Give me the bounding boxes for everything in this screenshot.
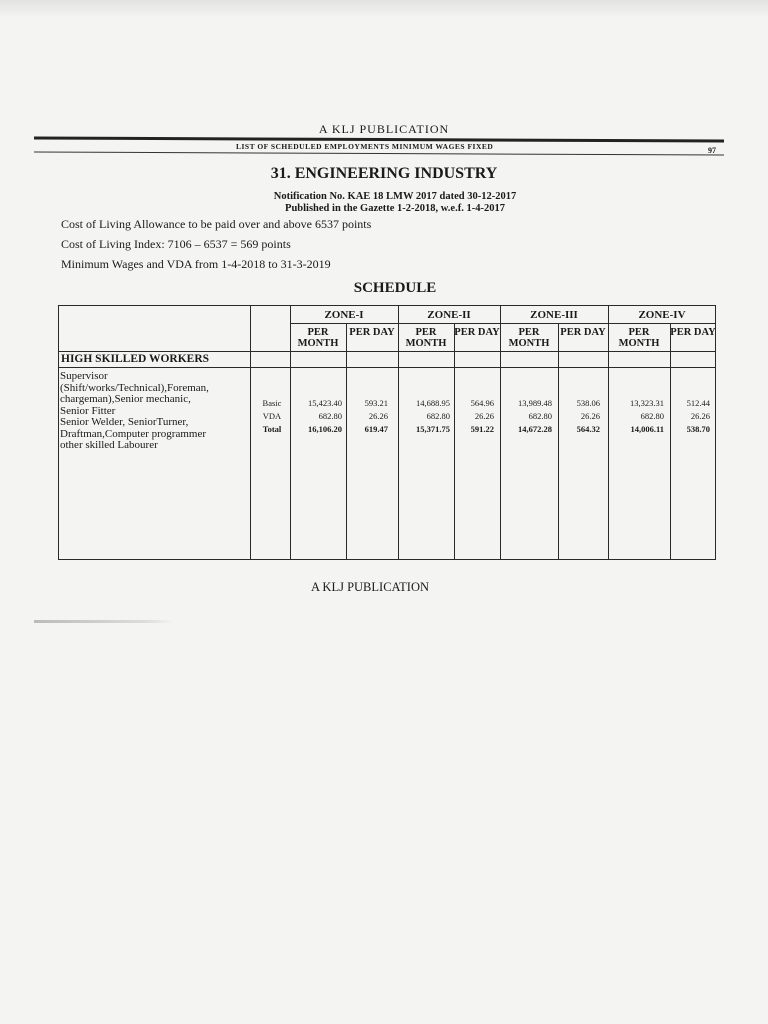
- zone-4-month-values: [608, 397, 664, 436]
- zone-1-day-vda: 26.26: [368, 411, 388, 421]
- section-title: 31. ENGINEERING INDUSTRY: [270, 165, 498, 182]
- scan-edge: [0, 0, 768, 18]
- zone-2-day-vda: 26.26: [474, 411, 494, 421]
- zone-4-day-basic: 512.44: [686, 398, 710, 408]
- zone-1-month-vda: 682.80: [318, 411, 342, 421]
- zone-2-month-vda: 682.80: [426, 411, 450, 421]
- description-line: chargeman),Senior mechanic,: [60, 393, 191, 405]
- zone-2-day-values: [454, 397, 494, 436]
- zone-1-day-basic: 593.21: [364, 398, 388, 408]
- scan-smudge: [34, 620, 174, 623]
- notification-block: [0, 191, 768, 215]
- zone-2-header: ZONE-II: [427, 309, 471, 321]
- vda-label: VDA: [262, 411, 282, 421]
- wage-table: [58, 305, 716, 560]
- gazette-line: Published in the Gazette 1-2-2018, w.e.f. 1-4-2017: [285, 203, 505, 214]
- category-label: HIGH SKILLED WORKERS: [61, 353, 210, 365]
- publisher-header: A KLJ PUBLICATION: [318, 122, 450, 136]
- zone-3-month-basic: 13,989.48: [518, 398, 552, 408]
- zone-4-per-day-header: PER DAY: [670, 327, 716, 338]
- worker-description: [60, 371, 250, 452]
- zone-4-month-total: 14,006.11: [630, 424, 664, 434]
- total-label: Total: [262, 424, 282, 434]
- zone-1-month-basic: 15,423.40: [308, 398, 342, 408]
- zone-3-per-day-header: PER DAY: [560, 327, 606, 338]
- zone-4-day-total: 538.70: [686, 424, 710, 434]
- publisher-footer: A KLJ PUBLICATION: [310, 580, 430, 594]
- zone-3-day-basic: 538.06: [576, 398, 600, 408]
- description-line: Senior Welder, SeniorTurner,: [60, 416, 189, 428]
- header-rule-thin: [34, 151, 724, 155]
- zone-1-day-values: [346, 397, 388, 436]
- validity-paragraph: Minimum Wages and VDA from 1-4-2018 to 31-3-2019: [61, 257, 331, 271]
- zone-3-day-total: 564.32: [576, 424, 600, 434]
- zone-3-header: ZONE-III: [530, 309, 578, 321]
- zone-4-header: ZONE-IV: [638, 309, 686, 321]
- zone-2-month-basic: 14,688.95: [416, 398, 450, 408]
- zone-2-month-values: [398, 397, 450, 436]
- zone-1-per-month-header: PER MONTH: [297, 327, 339, 349]
- zone-4-day-vda: 26.26: [690, 411, 710, 421]
- cost-index-paragraph: Cost of Living Index: 7106 – 6537 = 569 points: [61, 237, 291, 251]
- basic-label: Basic: [262, 398, 282, 408]
- running-head: LIST OF SCHEDULED EMPLOYMENTS MINIMUM WAGES FIXED: [236, 142, 494, 151]
- zone-2-per-day-header: PER DAY: [454, 327, 500, 338]
- zone-1-per-day-header: PER DAY: [349, 327, 395, 338]
- zone-4-month-vda: 682.80: [640, 411, 664, 421]
- zone-1-header: ZONE-I: [324, 309, 364, 321]
- zone-3-month-total: 14,672.28: [518, 424, 552, 434]
- zone-4-per-month-header: PER MONTH: [618, 327, 660, 349]
- description-line: other skilled Labourer: [60, 439, 158, 451]
- zone-2-per-month-header: PER MONTH: [405, 327, 447, 349]
- zone-4-month-basic: 13,323.31: [630, 398, 664, 408]
- zone-3-day-values: [558, 397, 600, 436]
- schedule-heading: SCHEDULE: [353, 280, 437, 296]
- zone-2-month-total: 15,371.75: [416, 424, 450, 434]
- row-labels: [256, 397, 288, 436]
- zone-3-per-month-header: PER MONTH: [508, 327, 550, 349]
- zone-2-day-basic: 564.96: [470, 398, 494, 408]
- zone-1-month-values: [290, 397, 342, 436]
- description-line: Supervisor: [60, 370, 108, 382]
- zone-3-month-vda: 682.80: [528, 411, 552, 421]
- zone-3-month-values: [500, 397, 552, 436]
- zone-4-day-values: [670, 397, 710, 436]
- description-line: Draftman,Computer programmer: [60, 427, 207, 440]
- zone-3-day-vda: 26.26: [580, 411, 600, 421]
- cola-paragraph: Cost of Living Allowance to be paid over and above 6537 points: [61, 217, 372, 231]
- description-line: Senior Fitter: [60, 404, 116, 417]
- zone-1-month-total: 16,106.20: [308, 424, 342, 434]
- zone-2-day-total: 591.22: [470, 424, 494, 434]
- description-line: (Shift/works/Technical),Foreman,: [60, 381, 209, 394]
- zone-1-day-total: 619.47: [364, 424, 388, 434]
- page-number: 97: [708, 146, 716, 155]
- notification-line: Notification No. KAE 18 LMW 2017 dated 30-12-2017: [273, 191, 517, 202]
